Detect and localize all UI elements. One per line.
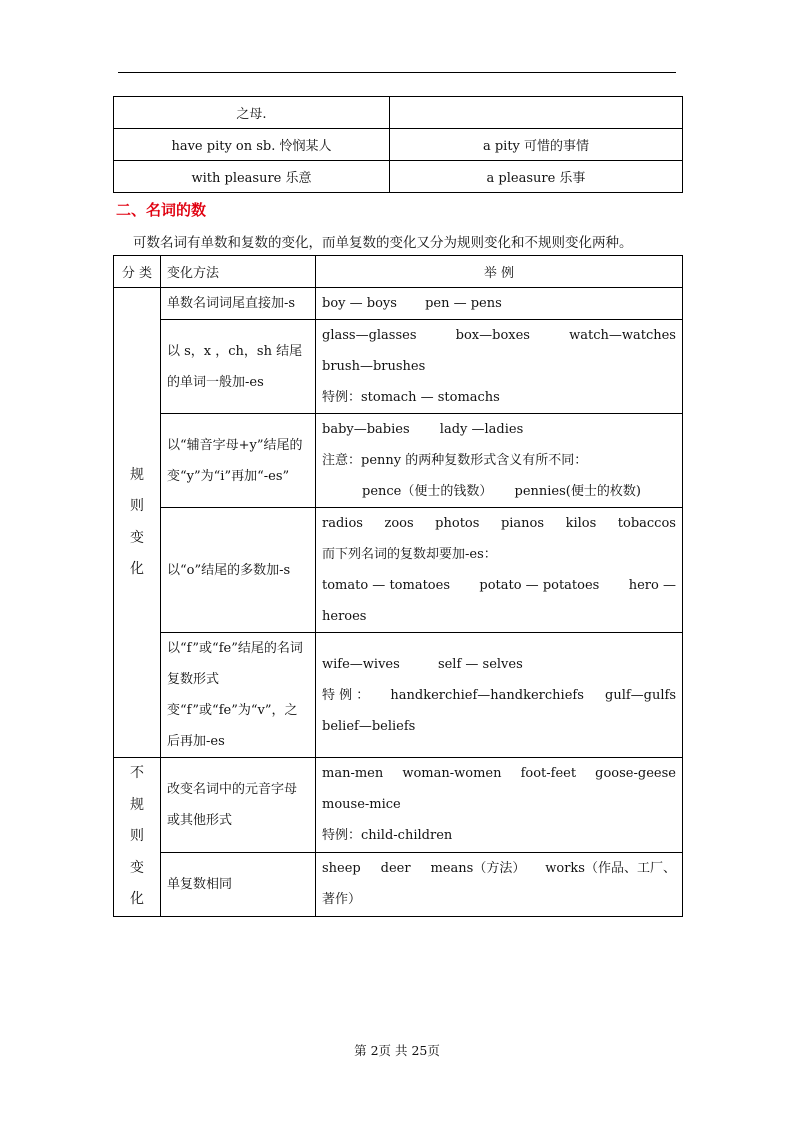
example-text: pianos <box>500 516 545 531</box>
example-text: potato — potatoes <box>479 578 600 593</box>
example-text: pennies(便士的枚数) <box>514 484 641 499</box>
example-text: means（方法） <box>430 861 526 877</box>
method-cell: 单数名词词尾直接加-s <box>161 288 316 320</box>
table-row <box>114 288 683 320</box>
method-cell: 改变名词中的元音字母或其他形式 <box>161 758 316 853</box>
table-row <box>114 758 683 853</box>
table-cell <box>390 97 683 129</box>
example-text: foot-feet <box>520 766 577 782</box>
example-text: boy — boys <box>322 296 397 311</box>
category-regular <box>114 288 161 758</box>
examples-cell <box>316 320 683 414</box>
top-table <box>113 96 683 193</box>
example-text: handkerchief—handkerchiefs <box>390 687 584 703</box>
method-cell: 以“o”结尾的多数加-s <box>161 508 316 633</box>
example-text: 而下列名词的复数却要加-es： <box>322 547 497 562</box>
plural-rules-table <box>113 255 683 917</box>
header-examples: 举 例 <box>316 256 683 288</box>
example-text: baby—babies <box>322 422 410 437</box>
table-row <box>114 129 683 161</box>
table-cell: have pity on sb. 怜悯某人 <box>114 129 390 161</box>
method-cell: 以“辅音字母+y”结尾的变“y”为“i”再加“-es” <box>161 414 316 508</box>
example-text: 著作） <box>322 892 362 908</box>
example-text: belief—beliefs <box>322 718 416 734</box>
header-category: 分 类 <box>114 256 161 288</box>
method-cell: 以 s，x ，ch，sh 结尾的单词一般加-es <box>161 320 316 414</box>
example-text: man-men <box>322 766 384 782</box>
table-cell: a pity 可惜的事情 <box>390 129 683 161</box>
examples-cell <box>316 414 683 508</box>
example-text: wife—wives <box>322 656 400 672</box>
example-text: 特 例 ： <box>322 687 370 703</box>
header-rule <box>118 72 676 73</box>
category-char: 变 <box>130 859 144 876</box>
category-irregular <box>114 758 161 917</box>
category-char: 则 <box>130 828 144 844</box>
category-char: 不 <box>130 765 144 781</box>
example-text: kilos <box>565 516 597 531</box>
table-row <box>114 97 683 129</box>
category-char: 规 <box>130 466 144 483</box>
section-title: 二、名词的数 <box>116 201 207 219</box>
page-footer: 第 2页 共 25页 <box>354 1043 440 1058</box>
table-row <box>114 414 683 508</box>
example-text: box—boxes <box>455 328 530 343</box>
example-text: tobaccos <box>617 516 676 531</box>
example-text: goose-geese <box>595 766 676 782</box>
example-text: 注意：penny 的两种复数形式含义有所不同： <box>322 453 588 468</box>
intro-paragraph: 可数名词有单数和复数的变化，而单复数的变化又分为规则变化和不规则变化两种。 <box>133 235 633 251</box>
example-text: pen — pens <box>425 296 502 311</box>
category-char: 化 <box>130 891 144 907</box>
method-cell: 以“f”或“fe”结尾的名词复数形式变“f”或“fe”为“v”，之后再加-es <box>161 633 316 758</box>
example-text: self — selves <box>437 656 523 672</box>
category-char: 规 <box>130 796 144 813</box>
table-row <box>114 161 683 193</box>
example-text: works（作品、工厂、 <box>545 861 676 877</box>
example-text: glass—glasses <box>322 328 417 343</box>
category-char: 化 <box>130 561 144 577</box>
example-text: deer <box>380 861 411 877</box>
example-text: 特例：child-children <box>322 828 453 844</box>
table-cell: with pleasure 乐意 <box>114 161 390 193</box>
category-char: 则 <box>130 498 144 514</box>
example-text: zoos <box>384 516 414 531</box>
example-text: pence（便士的钱数） <box>362 484 493 499</box>
table-row <box>114 852 683 916</box>
example-text: photos <box>435 516 480 531</box>
example-text: mouse-mice <box>322 797 401 813</box>
example-text: brush—brushes <box>322 359 426 374</box>
example-text: 特例：stomach — stomachs <box>322 390 500 405</box>
example-text: lady —ladies <box>439 422 524 437</box>
examples-cell <box>316 288 683 320</box>
table-row <box>114 320 683 414</box>
examples-cell <box>316 508 683 633</box>
example-text: radios <box>322 516 363 531</box>
table-row <box>114 508 683 633</box>
table-header-row <box>114 256 683 288</box>
method-cell: 单复数相同 <box>161 852 316 916</box>
example-text: woman-women <box>402 766 502 782</box>
examples-cell <box>316 852 683 916</box>
example-text: tomato — tomatoes <box>322 578 450 593</box>
table-cell: 之母. <box>114 97 390 129</box>
example-text: sheep <box>322 861 361 877</box>
example-text: heroes <box>322 609 367 624</box>
example-text: gulf—gulfs <box>605 687 676 703</box>
examples-cell <box>316 758 683 853</box>
header-method: 变化方法 <box>161 256 316 288</box>
example-text: watch—watches <box>569 328 676 343</box>
table-row <box>114 633 683 758</box>
example-text: hero — <box>628 578 676 593</box>
examples-cell <box>316 633 683 758</box>
table-cell: a pleasure 乐事 <box>390 161 683 193</box>
category-char: 变 <box>130 529 144 546</box>
